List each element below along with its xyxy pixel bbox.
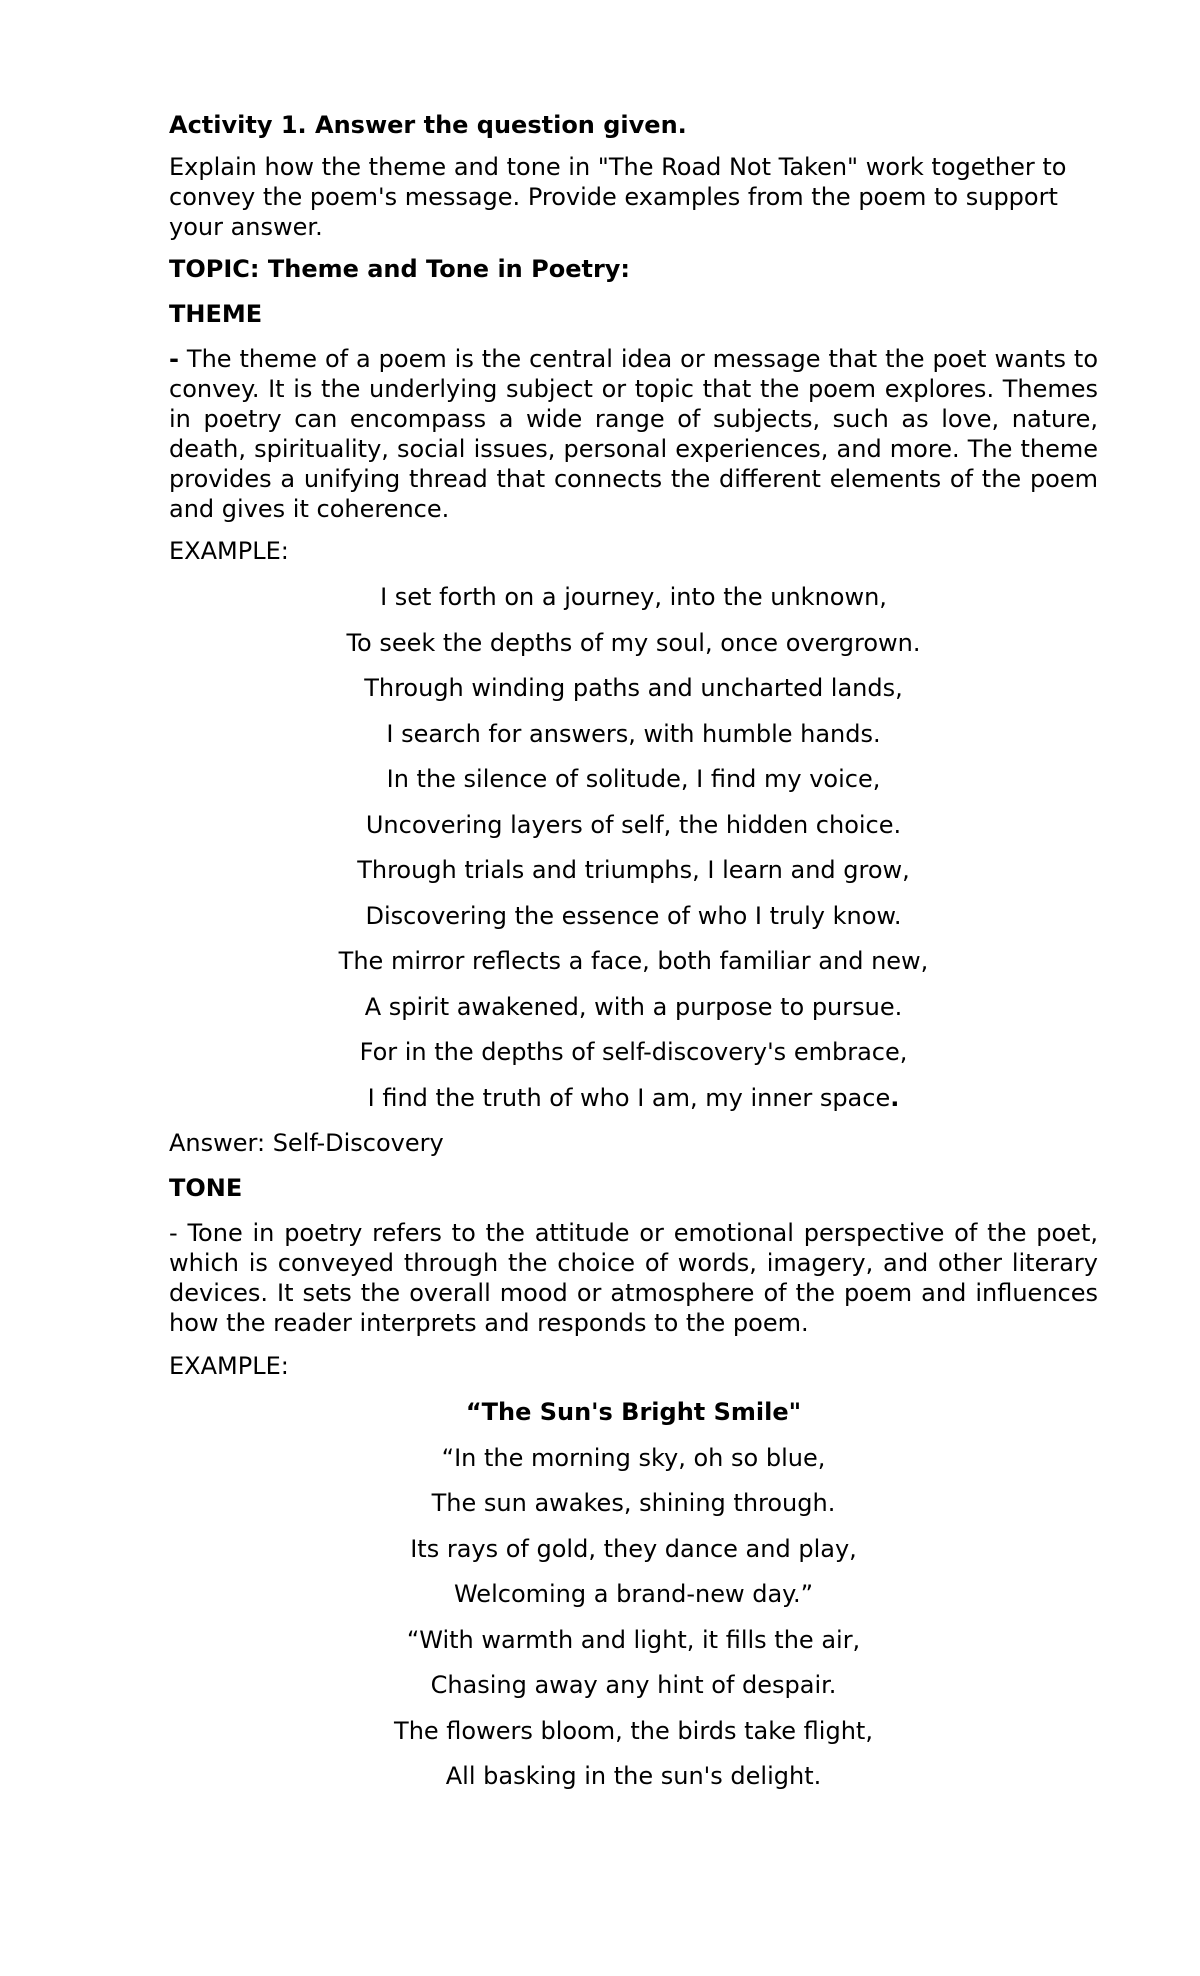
tone-definition: - Tone in poetry refers to the attitude or emotional perspective of the poet, which is conveyed through the choice of words, imagery, and other literary devices. It sets the overall mood or atmosphere of the poem and influences how the reader interprets and responds to the poem.: [169, 1219, 1098, 1337]
poem-line: Chasing away any hint of despair.: [430, 1671, 837, 1699]
theme-heading: THEME: [169, 300, 263, 328]
tone-poem: [169, 1397, 1098, 1791]
poem-line: Discovering the essence of who I truly know.: [365, 901, 902, 930]
theme-definition-text: The theme of a poem is the central idea or message that the poet wants to convey. It is the underlying subject or topic that the poem explores. Themes in poetry can encompass a wide range of subjects, such as love, nature, death, spirituality, social issues, personal experiences, and more. The theme provides a unifying thread that connects the different elements of the poem and gives it coherence.: [169, 345, 1098, 523]
poem-line-last: [169, 1083, 1098, 1113]
activity-title: Activity 1. Answer the question given.: [169, 111, 687, 139]
poem-line: Welcoming a brand-new day.”: [453, 1580, 814, 1608]
tone-heading: TONE: [169, 1174, 243, 1202]
poem-line: A spirit awakened, with a purpose to pursue.: [364, 992, 903, 1021]
theme-poem: [169, 582, 1098, 1113]
poem-line: In the silence of solitude, I find my voice,: [386, 765, 881, 793]
theme-answer: Answer: Self-Discovery: [169, 1129, 444, 1157]
poem-line: Its rays of gold, they dance and play,: [410, 1534, 857, 1563]
poem-line: The sun awakes, shining through.: [431, 1489, 836, 1517]
poem-line: For in the depths of self-discovery's embrace,: [359, 1038, 908, 1066]
poem-line: The flowers bloom, the birds take flight,: [394, 1716, 873, 1745]
theme-definition: [169, 344, 1098, 524]
poem-line: Through trials and triumphs, I learn and grow,: [357, 856, 910, 884]
poem-line: Through winding paths and uncharted lands,: [364, 674, 903, 702]
poem-line: All basking in the sun's delight.: [445, 1762, 822, 1790]
poem-last-line-text: I find the truth of who I am, my inner space: [367, 1083, 891, 1112]
topic-heading: TOPIC: Theme and Tone in Poetry:: [169, 255, 631, 283]
tone-example-label: EXAMPLE:: [169, 1352, 289, 1380]
document-page: [169, 110, 1098, 1807]
poem-line: “In the morning sky, oh so blue,: [441, 1443, 826, 1472]
theme-bullet: -: [169, 345, 179, 373]
theme-example-label: EXAMPLE:: [169, 537, 289, 565]
poem-line: “With warmth and light, it fills the air,: [406, 1625, 861, 1654]
tone-poem-title: “The Sun's Bright Smile": [465, 1398, 802, 1426]
poem-line: I set forth on a journey, into the unknown,: [380, 583, 887, 611]
poem-line: To seek the depths of my soul, once overgrown.: [346, 628, 921, 657]
poem-line: I search for answers, with humble hands.: [386, 719, 881, 748]
activity-question: Explain how the theme and tone in "The Road Not Taken" work together to convey the poem's message. Provide examples from the poem to support your answer.: [169, 153, 1067, 241]
poem-last-line-period: .: [890, 1083, 900, 1112]
poem-line: Uncovering layers of self, the hidden choice.: [365, 810, 902, 839]
poem-line: The mirror reflects a face, both familiar and new,: [338, 947, 929, 975]
